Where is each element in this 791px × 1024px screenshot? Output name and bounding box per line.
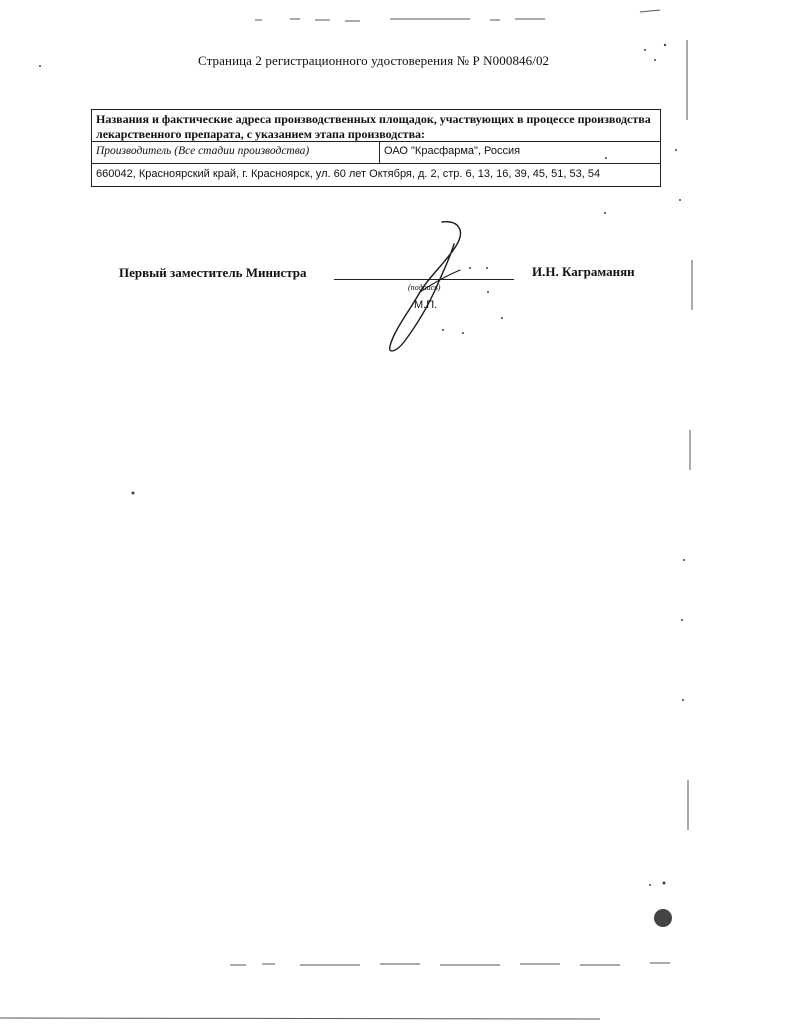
table-heading: Названия и фактические адреса производственных площадок, участвующих в процессе производства лекарственного препарата, с указанием этапа производства: [92,110,660,142]
manufacturer-address-cell: 660042, Красноярский край, г. Красноярск, ул. 60 лет Октября, д. 2, стр. 6, 13, 16, 39, 45, 51, 53, 54 [96,168,601,180]
signature-caption: (подпись) [408,283,441,292]
manufacturer-role-cell: Производитель (Все стадии производства) [92,142,380,163]
manufacturer-company-cell: ОАО "Красфарма", Россия [384,145,521,157]
production-sites-table [91,109,661,187]
signer-role: Первый заместитель Министра [119,265,307,280]
handwritten-signature [380,218,480,358]
stamp-place-label: М.П. [414,299,438,311]
page-header: Страница 2 регистрационного удостоверения № Р N000846/02 [198,53,550,68]
signer-name: И.Н. Каграманян [532,264,635,279]
table-row-manufacturer [92,142,660,164]
